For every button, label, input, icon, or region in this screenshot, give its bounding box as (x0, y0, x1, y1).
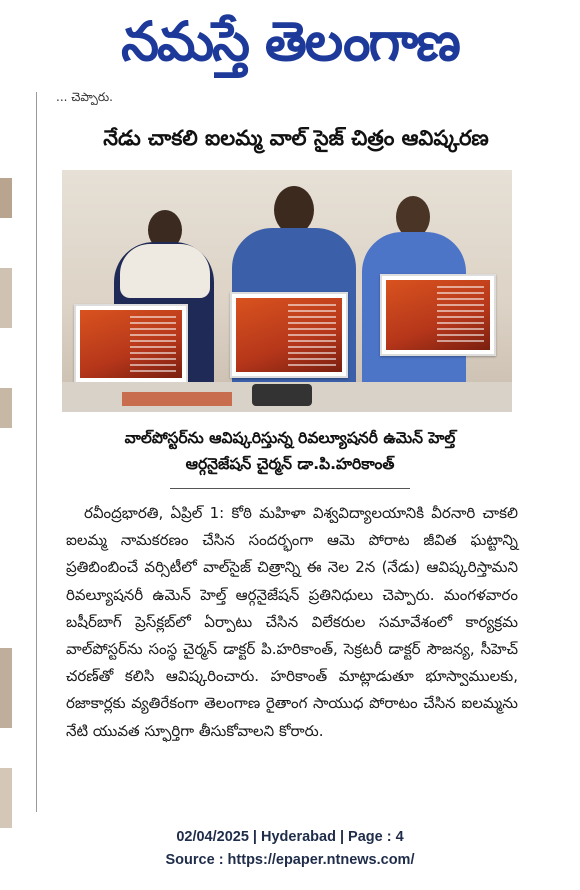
caption-line-2: ఆర్గనైజేషన్ చైర్మన్ డా.పి.హరికాంత్ (185, 455, 395, 473)
news-photo (62, 170, 512, 412)
article-headline: నేడు చాకలి ఐలమ్మ వాల్ సైజ్ చిత్రం ఆవిష్కరణ (103, 126, 489, 150)
caption-line-1: వాల్‌పోస్టర్‌ను ఆవిష్కరిస్తున్న రివల్యూషనరీ ఉమెన్ హెల్త్ (124, 429, 456, 447)
wall-poster (230, 292, 348, 378)
source-link[interactable]: Source : https://epaper.ntnews.com/ (165, 852, 415, 868)
caption-divider (170, 488, 410, 489)
newspaper-title: నమస్తే తెలంగాణ (121, 10, 459, 73)
photo-caption (70, 425, 510, 477)
article-paragraph: రవీంద్రభారతి, ఏప్రిల్ 1: కోఠి మహిళా విశ్వవిద్యాలయానికి వీరనారి చాకలి ఐలమ్మ నామకరణం చేసిన సందర్భంగా ఆమె పోరాట జీవిత ఘట్టాన్ని ప్రతిబింబించే వర్సిటీలో వాల్‌సైజ్ చిత్రాన్ని ఈ నెల 2న (నేడు) ఆవిష్కరిస్తామని రివల్యూషనరీ ఉమెన్ హెల్త్ ఆర్గనైజేషన్ ప్రతినిధులు చెప్పారు. మంగళవారం బషీర్‌బాగ్ ప్రెస్‌క్లబ్‌లో ఏర్పాటు చేసిన విలేకరుల సమావేశంలో కార్యక్రమ వాల్‌పోస్టర్‌ను సంస్థ చైర్మన్ డాక్టర్ పి.హరికాంత్, సెక్రటరీ డాక్టర్ సౌజన్య, సీహెచ్ చరణ్‌తో కలిసి ఆవిష్కరించారు. హరికాంత్ మాట్లాడుతూ భూస్వాములకు, రజాకార్లకు వ్యతిరేకంగా తెలంగాణ రైతాంగ సాయుధ పోరాటం చేసిన ఐలమ్మను నేటి యువత స్ఫూర్తిగా తీసుకోవాలని కోరారు. (66, 504, 518, 740)
masthead (0, 0, 580, 84)
article-body (66, 500, 518, 745)
wall-poster (74, 304, 188, 384)
adjacent-column-fragment (0, 88, 14, 808)
wall-poster (380, 274, 496, 356)
column-divider (36, 92, 37, 812)
page-footer (0, 826, 580, 872)
previous-article-fragment: ... చెప్పారు. (56, 92, 113, 104)
edition-info: 02/04/2025 | Hyderabad | Page : 4 (176, 829, 404, 845)
